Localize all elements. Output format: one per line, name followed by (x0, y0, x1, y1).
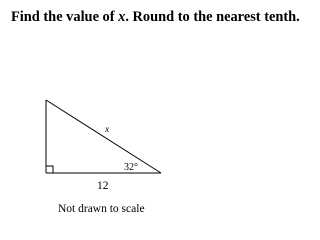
problem-prefix: Find the value of (11, 9, 119, 25)
hypotenuse (46, 100, 161, 173)
right-angle-marker (46, 166, 53, 173)
problem-variable: x (118, 9, 126, 25)
base-label: 12 (97, 180, 109, 192)
scale-note: Not drawn to scale (58, 203, 145, 215)
hypotenuse-label: x (105, 125, 110, 135)
angle-label: 32° (124, 162, 138, 173)
problem-suffix: . Round to the nearest tenth. (125, 9, 300, 25)
triangle (46, 100, 161, 173)
